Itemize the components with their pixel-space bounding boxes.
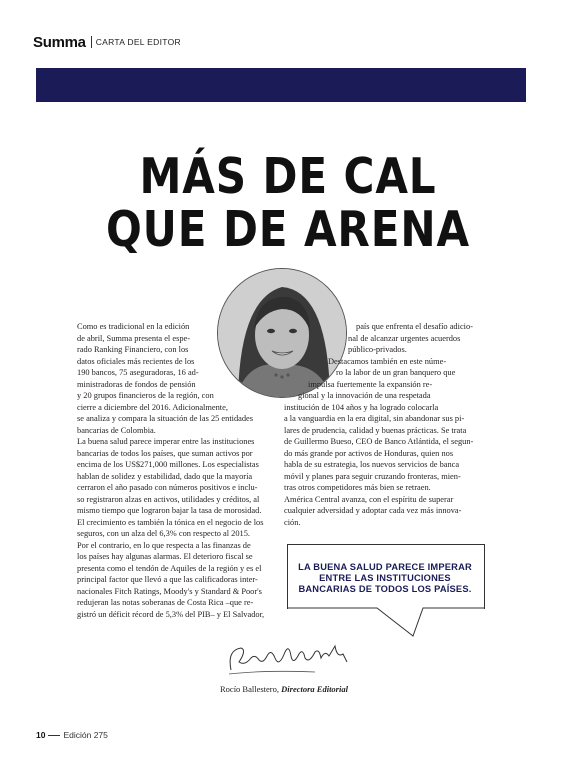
article-line: Por el contrario, en lo que respecta a las finanzas de bbox=[77, 540, 251, 550]
magazine-header bbox=[33, 33, 181, 51]
edition-label: Edición 275 bbox=[63, 730, 108, 740]
header-divider bbox=[91, 36, 92, 48]
article-line: nacionales Fitch Ratings, Moody's y Standard & Poor's bbox=[77, 586, 262, 596]
article-line: Como es tradicional en la edición bbox=[77, 322, 190, 331]
article-line: América Central avanza, con el espíritu de superar bbox=[284, 494, 454, 504]
article-line: lares de prudencia, calidad y buenas prácticas. Se trata bbox=[284, 425, 467, 435]
editor-byline bbox=[220, 684, 348, 694]
headline-line-1: MÁS DE CAL bbox=[139, 148, 437, 205]
article-line: principal factor que llevó a que las calificadoras inter- bbox=[77, 575, 258, 584]
page-number: 10 bbox=[36, 730, 46, 740]
article-line: presenta como el tendón de Aquiles de la región y es el bbox=[77, 563, 262, 573]
footer-divider bbox=[48, 735, 60, 736]
article-line: cualquier adversidad y adoptar cada vez más innova- bbox=[284, 506, 462, 515]
article-line: Destacamos también en este núme- bbox=[328, 356, 447, 366]
article-line: cierre a diciembre del 2016. Adicionalmente, bbox=[77, 402, 228, 412]
article-line: El crecimiento es también la tónica en el negocio de los bbox=[77, 517, 264, 527]
article-line: mismo tiempo que lograron bajar la tasa de morosidad. bbox=[77, 506, 262, 515]
article-line: habla de su estrategia, los nuevos servicios de banca bbox=[284, 460, 460, 469]
article-line: gistró un déficit récord de 5,3% del PIB– y El Salvador, bbox=[77, 609, 265, 619]
page-footer bbox=[36, 730, 108, 740]
article-line: rado Ranking Financiero, con los bbox=[77, 345, 189, 354]
article-line: ción. bbox=[284, 517, 301, 527]
article-line: de Guillermo Bueso, CEO de Banco Atlántida, el segun- bbox=[284, 437, 474, 446]
article-line: La buena salud parece imperar entre las instituciones bbox=[77, 437, 255, 446]
article-line: impulsa fuertemente la expansión re- bbox=[308, 379, 433, 389]
headline-line-2: QUE DE ARENA bbox=[106, 201, 470, 258]
article-line: bancarias de todos los países, que suman activos por bbox=[77, 448, 253, 458]
article-line: los países hay algunas alarmas. El deterioro fiscal se bbox=[77, 552, 253, 561]
article-line: do más grande por activos de Honduras, quien nos bbox=[284, 448, 454, 458]
article-line: seguros, con un alza del 6,3% con respecto al 2015. bbox=[77, 529, 251, 538]
article-line: de abril, Summa presenta el espe- bbox=[77, 333, 191, 343]
article-line: gional y la innovación de una respetada bbox=[298, 391, 431, 400]
article-line: institución de 104 años y ha logrado colocarla bbox=[284, 402, 439, 412]
article-line: móvil y planes para seguir cruzando fronteras, mien- bbox=[284, 471, 461, 481]
article-line: encima de los US$271,000 millones. Los especialistas bbox=[77, 460, 259, 469]
article-line: nal de alcanzar urgentes acuerdos bbox=[348, 333, 461, 343]
article-line: so registraron alzas en activos, utilidades y créditos, al bbox=[77, 494, 260, 504]
article-line: ministradoras de fondos de pensión bbox=[77, 379, 196, 389]
signature-graphic bbox=[225, 640, 355, 680]
section-label: CARTA DEL EDITOR bbox=[95, 37, 181, 47]
article-headline bbox=[0, 150, 576, 256]
article-right-column bbox=[284, 321, 484, 528]
magazine-brand: Summa bbox=[33, 33, 86, 51]
article-line: público-privados. bbox=[348, 345, 407, 354]
article-line: bancarias de Colombia. bbox=[77, 425, 156, 435]
article-line: 190 bancos, 75 aseguradoras, 16 ad- bbox=[77, 368, 199, 377]
article-line: a la vanguardia en la era digital, sin abandonar sus pi- bbox=[284, 414, 465, 423]
editor-role: Directora Editorial bbox=[281, 684, 348, 694]
article-left-column bbox=[77, 321, 278, 620]
article-line: hablan de solidez y estabilidad, dado que la mayoría bbox=[77, 471, 253, 481]
article-line: cerraron el año pasado con números positivos e inclu- bbox=[77, 483, 258, 492]
article-line: ro la labor de un gran banquero que bbox=[336, 368, 456, 377]
header-color-band bbox=[36, 68, 526, 102]
pullquote-line-2: ENTRE LAS INSTITUCIONES bbox=[319, 573, 451, 583]
editor-signature bbox=[225, 640, 355, 685]
article-line: tras otros competidores más bien se retraen. bbox=[284, 483, 431, 492]
article-line: redujeran las notas soberanas de Costa Rica –que re- bbox=[77, 598, 254, 607]
pullquote-line-1: LA BUENA SALUD PARECE IMPERAR bbox=[298, 562, 472, 572]
article-line: país que enfrenta el desafío adicio- bbox=[356, 322, 473, 331]
article-line: se analiza y compara la situación de las 25 entidades bbox=[77, 414, 254, 423]
editor-name: Rocío Ballestero, bbox=[220, 684, 282, 694]
article-line: datos oficiales más recientes de los bbox=[77, 356, 195, 366]
pullquote-line-3: BANCARIAS DE TODOS LOS PAÍSES. bbox=[298, 584, 472, 594]
pullquote bbox=[292, 562, 478, 595]
article-line: y 20 grupos financieros de la región, con bbox=[77, 391, 214, 400]
